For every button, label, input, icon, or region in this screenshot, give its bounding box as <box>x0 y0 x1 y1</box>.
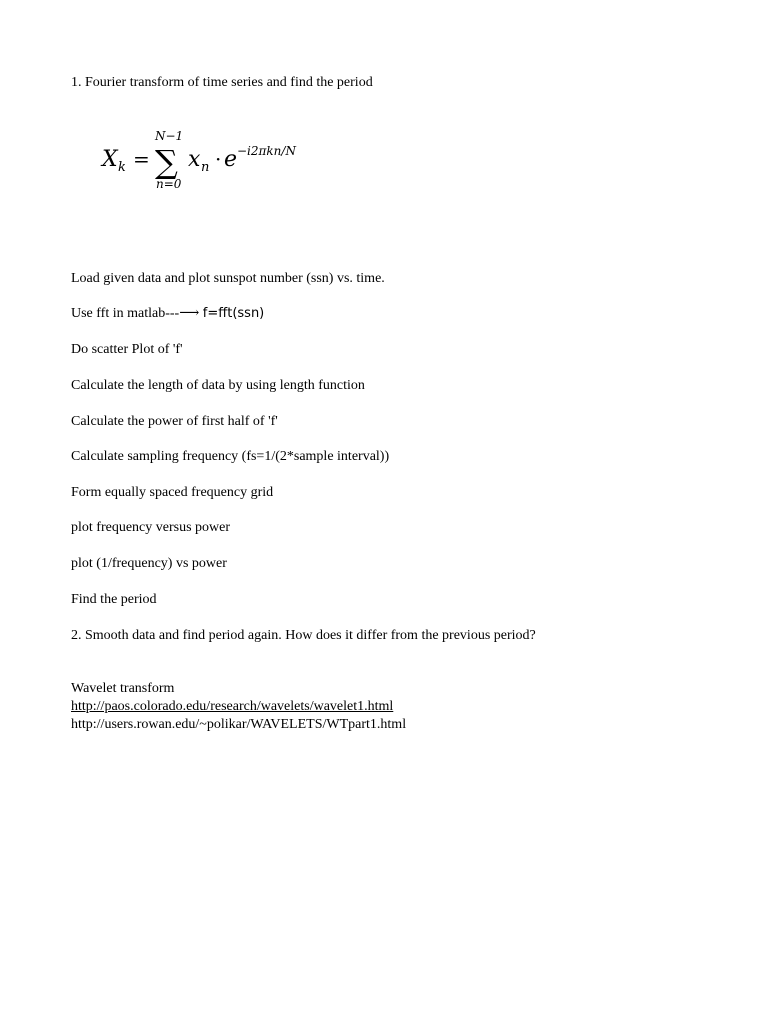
step-use-fft-code: f=fft(ssn) <box>202 306 265 321</box>
step-use-fft <box>71 305 264 322</box>
formula-equals: = <box>133 147 150 171</box>
step-load-data: Load given data and plot sunspot number (ssn) vs. time. <box>71 271 385 286</box>
step-use-fft-text: Use fft in matlab--- <box>71 306 180 321</box>
formula-sum-upper-limit: N−1 <box>155 129 184 143</box>
wavelet-link-colorado[interactable]: http://paos.colorado.edu/research/wavelets/wavelet1.html <box>71 699 394 714</box>
formula-lhs-subscript: k <box>118 160 126 175</box>
step-frequency-grid: Form equally spaced frequency grid <box>71 485 274 500</box>
step-plot-period-power: plot (1/frequency) vs power <box>71 556 227 571</box>
wavelet-title: Wavelet transform <box>71 681 175 696</box>
step-power: Calculate the power of first half of 'f' <box>71 414 278 429</box>
step-plot-frequency-power: plot frequency versus power <box>71 520 231 535</box>
formula-dot: · <box>215 147 222 171</box>
dft-formula <box>100 122 320 200</box>
section-2-heading: 2. Smooth data and find period again. How does it differ from the previous period? <box>71 628 536 643</box>
step-scatter-plot: Do scatter Plot of 'f' <box>71 342 183 357</box>
formula-exp-base: e <box>224 147 238 172</box>
formula-lhs: X <box>102 147 118 172</box>
formula-sum-symbol: ∑ <box>155 143 178 181</box>
arrow-icon: ⟶ <box>179 306 200 321</box>
formula-term: x <box>188 147 201 172</box>
step-sampling-frequency: Calculate sampling frequency (fs=1/(2*sample interval)) <box>71 449 390 464</box>
step-length: Calculate the length of data by using length function <box>71 378 365 393</box>
formula-term-subscript: n <box>201 160 210 175</box>
wavelet-link-rowan[interactable]: http://users.rowan.edu/~polikar/WAVELETS/WTpart1.html <box>71 717 407 732</box>
formula-exponent: −i2πkn/N <box>237 144 296 158</box>
section-1-heading: 1. Fourier transform of time series and find the period <box>71 75 373 90</box>
formula-sum-lower-limit: n=0 <box>156 177 182 191</box>
step-find-period: Find the period <box>71 592 157 607</box>
